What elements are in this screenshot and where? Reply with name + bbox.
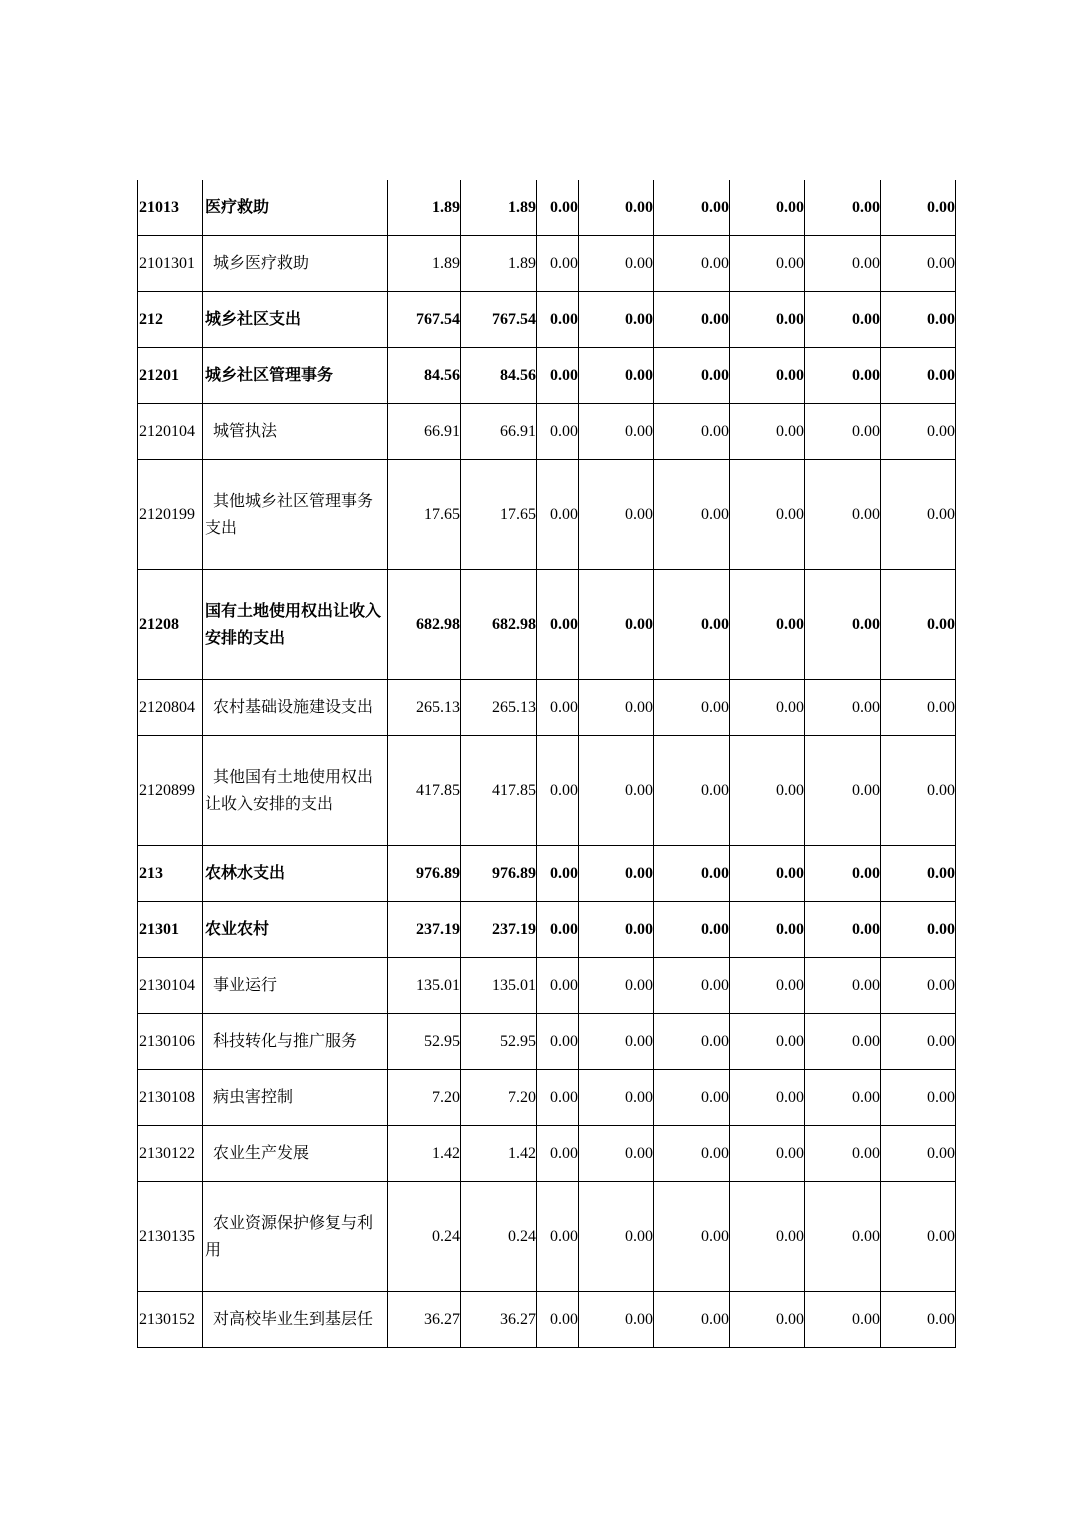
amount-cell: 0.00 bbox=[579, 958, 654, 1014]
table-row bbox=[138, 570, 956, 680]
amount-cell: 52.95 bbox=[388, 1014, 461, 1070]
amount-cell: 0.00 bbox=[730, 1292, 805, 1348]
amount-cell: 0.00 bbox=[654, 1126, 730, 1182]
table-body bbox=[138, 180, 956, 1348]
amount-cell: 682.98 bbox=[461, 570, 537, 680]
amount-cell: 0.00 bbox=[654, 958, 730, 1014]
amount-cell: 0.00 bbox=[730, 348, 805, 404]
table-row bbox=[138, 1182, 956, 1292]
amount-cell: 0.00 bbox=[805, 736, 881, 846]
amount-cell: 0.00 bbox=[730, 180, 805, 236]
amount-cell: 0.00 bbox=[730, 1182, 805, 1292]
subject-name-label: 对高校毕业生到基层任 bbox=[213, 1311, 374, 1328]
amount-cell: 237.19 bbox=[388, 902, 461, 958]
amount-cell: 0.00 bbox=[881, 958, 956, 1014]
amount-cell: 0.00 bbox=[537, 902, 579, 958]
amount-cell: 0.00 bbox=[805, 846, 881, 902]
subject-name-label: 国有土地使用权出让收入安排的支出 bbox=[205, 602, 382, 647]
amount-cell: 1.89 bbox=[461, 236, 537, 292]
amount-cell: 0.00 bbox=[805, 404, 881, 460]
amount-cell: 0.00 bbox=[537, 846, 579, 902]
amount-cell: 0.00 bbox=[881, 1070, 956, 1126]
subject-name-label: 农村基础设施建设支出 bbox=[213, 699, 374, 716]
subject-name-cell bbox=[203, 1014, 388, 1070]
amount-cell: 265.13 bbox=[388, 680, 461, 736]
subject-code-cell: 2130108 bbox=[138, 1070, 203, 1126]
subject-code-cell: 212 bbox=[138, 292, 203, 348]
amount-cell: 0.00 bbox=[805, 236, 881, 292]
amount-cell: 0.00 bbox=[881, 570, 956, 680]
amount-cell: 0.00 bbox=[537, 1014, 579, 1070]
subject-code-cell: 2130122 bbox=[138, 1126, 203, 1182]
amount-cell: 976.89 bbox=[388, 846, 461, 902]
table-row bbox=[138, 680, 956, 736]
amount-cell: 0.24 bbox=[388, 1182, 461, 1292]
table-row bbox=[138, 180, 956, 236]
subject-code-cell: 21201 bbox=[138, 348, 203, 404]
subject-name-label: 科技转化与推广服务 bbox=[213, 1033, 358, 1050]
amount-cell: 0.00 bbox=[730, 846, 805, 902]
amount-cell: 976.89 bbox=[461, 846, 537, 902]
amount-cell: 0.00 bbox=[654, 736, 730, 846]
amount-cell: 0.00 bbox=[654, 348, 730, 404]
amount-cell: 0.00 bbox=[654, 1070, 730, 1126]
amount-cell: 0.00 bbox=[579, 404, 654, 460]
amount-cell: 0.00 bbox=[730, 1126, 805, 1182]
subject-name-label: 城乡医疗救助 bbox=[213, 255, 310, 272]
amount-cell: 0.00 bbox=[654, 292, 730, 348]
subject-name-cell bbox=[203, 902, 388, 958]
amount-cell: 0.00 bbox=[537, 680, 579, 736]
amount-cell: 767.54 bbox=[388, 292, 461, 348]
amount-cell: 0.00 bbox=[881, 292, 956, 348]
subject-name-label: 事业运行 bbox=[213, 977, 278, 994]
amount-cell: 84.56 bbox=[388, 348, 461, 404]
amount-cell: 0.00 bbox=[654, 180, 730, 236]
amount-cell: 0.00 bbox=[537, 570, 579, 680]
amount-cell: 0.00 bbox=[537, 736, 579, 846]
subject-name-cell bbox=[203, 680, 388, 736]
amount-cell: 135.01 bbox=[388, 958, 461, 1014]
table-row bbox=[138, 236, 956, 292]
subject-name-cell bbox=[203, 1292, 388, 1348]
amount-cell: 0.00 bbox=[654, 1182, 730, 1292]
subject-code-cell: 2120899 bbox=[138, 736, 203, 846]
amount-cell: 0.00 bbox=[579, 180, 654, 236]
amount-cell: 0.00 bbox=[881, 1182, 956, 1292]
amount-cell: 0.00 bbox=[654, 1292, 730, 1348]
subject-code-cell: 2130152 bbox=[138, 1292, 203, 1348]
amount-cell: 0.00 bbox=[881, 1292, 956, 1348]
amount-cell: 0.00 bbox=[579, 1182, 654, 1292]
table-row bbox=[138, 902, 956, 958]
amount-cell: 0.00 bbox=[730, 460, 805, 570]
subject-code-cell: 21013 bbox=[138, 180, 203, 236]
amount-cell: 682.98 bbox=[388, 570, 461, 680]
subject-code-cell: 2130106 bbox=[138, 1014, 203, 1070]
amount-cell: 0.00 bbox=[881, 236, 956, 292]
subject-name-cell bbox=[203, 958, 388, 1014]
subject-name-label: 其他国有土地使用权出让收入安排的支出 bbox=[205, 768, 374, 813]
amount-cell: 265.13 bbox=[461, 680, 537, 736]
amount-cell: 1.89 bbox=[388, 236, 461, 292]
amount-cell: 0.00 bbox=[537, 1292, 579, 1348]
amount-cell: 0.00 bbox=[730, 736, 805, 846]
amount-cell: 0.00 bbox=[881, 460, 956, 570]
amount-cell: 0.00 bbox=[805, 570, 881, 680]
amount-cell: 0.00 bbox=[537, 958, 579, 1014]
table-row bbox=[138, 1292, 956, 1348]
amount-cell: 0.00 bbox=[537, 1126, 579, 1182]
amount-cell: 17.65 bbox=[461, 460, 537, 570]
amount-cell: 0.24 bbox=[461, 1182, 537, 1292]
amount-cell: 237.19 bbox=[461, 902, 537, 958]
amount-cell: 0.00 bbox=[537, 180, 579, 236]
amount-cell: 0.00 bbox=[805, 1292, 881, 1348]
amount-cell: 0.00 bbox=[579, 460, 654, 570]
amount-cell: 0.00 bbox=[805, 1126, 881, 1182]
amount-cell: 36.27 bbox=[388, 1292, 461, 1348]
amount-cell: 0.00 bbox=[730, 404, 805, 460]
amount-cell: 0.00 bbox=[579, 902, 654, 958]
amount-cell: 0.00 bbox=[654, 460, 730, 570]
amount-cell: 17.65 bbox=[388, 460, 461, 570]
amount-cell: 135.01 bbox=[461, 958, 537, 1014]
subject-name-label: 农业资源保护修复与利用 bbox=[205, 1214, 374, 1259]
amount-cell: 0.00 bbox=[537, 404, 579, 460]
amount-cell: 0.00 bbox=[579, 236, 654, 292]
subject-name-label: 城管执法 bbox=[213, 423, 278, 440]
subject-name-cell bbox=[203, 460, 388, 570]
amount-cell: 0.00 bbox=[579, 570, 654, 680]
amount-cell: 0.00 bbox=[881, 180, 956, 236]
amount-cell: 52.95 bbox=[461, 1014, 537, 1070]
amount-cell: 1.89 bbox=[388, 180, 461, 236]
subject-name-label: 病虫害控制 bbox=[213, 1089, 294, 1106]
amount-cell: 0.00 bbox=[881, 1014, 956, 1070]
amount-cell: 1.42 bbox=[388, 1126, 461, 1182]
subject-name-cell bbox=[203, 1126, 388, 1182]
subject-name-label: 医疗救助 bbox=[205, 199, 270, 216]
subject-code-cell: 2101301 bbox=[138, 236, 203, 292]
amount-cell: 0.00 bbox=[805, 902, 881, 958]
amount-cell: 0.00 bbox=[881, 404, 956, 460]
subject-code-cell: 21208 bbox=[138, 570, 203, 680]
amount-cell: 7.20 bbox=[461, 1070, 537, 1126]
subject-name-label: 其他城乡社区管理事务支出 bbox=[205, 492, 374, 537]
subject-name-cell bbox=[203, 846, 388, 902]
table-row bbox=[138, 292, 956, 348]
amount-cell: 0.00 bbox=[654, 570, 730, 680]
amount-cell: 0.00 bbox=[805, 292, 881, 348]
subject-name-cell bbox=[203, 348, 388, 404]
amount-cell: 0.00 bbox=[730, 292, 805, 348]
table-row bbox=[138, 846, 956, 902]
subject-code-cell: 2120199 bbox=[138, 460, 203, 570]
amount-cell: 0.00 bbox=[654, 404, 730, 460]
amount-cell: 0.00 bbox=[730, 958, 805, 1014]
subject-name-cell bbox=[203, 404, 388, 460]
amount-cell: 0.00 bbox=[805, 1014, 881, 1070]
amount-cell: 0.00 bbox=[881, 1126, 956, 1182]
amount-cell: 0.00 bbox=[730, 1070, 805, 1126]
amount-cell: 417.85 bbox=[388, 736, 461, 846]
amount-cell: 0.00 bbox=[579, 736, 654, 846]
subject-name-cell bbox=[203, 292, 388, 348]
amount-cell: 0.00 bbox=[730, 680, 805, 736]
table-row bbox=[138, 736, 956, 846]
amount-cell: 0.00 bbox=[579, 292, 654, 348]
amount-cell: 66.91 bbox=[461, 404, 537, 460]
amount-cell: 0.00 bbox=[537, 292, 579, 348]
amount-cell: 0.00 bbox=[654, 236, 730, 292]
amount-cell: 0.00 bbox=[579, 1014, 654, 1070]
amount-cell: 0.00 bbox=[537, 236, 579, 292]
amount-cell: 0.00 bbox=[730, 902, 805, 958]
amount-cell: 0.00 bbox=[805, 1070, 881, 1126]
subject-name-label: 农业生产发展 bbox=[213, 1145, 310, 1162]
amount-cell: 1.42 bbox=[461, 1126, 537, 1182]
amount-cell: 0.00 bbox=[805, 348, 881, 404]
amount-cell: 0.00 bbox=[654, 902, 730, 958]
amount-cell: 36.27 bbox=[461, 1292, 537, 1348]
amount-cell: 0.00 bbox=[537, 348, 579, 404]
amount-cell: 0.00 bbox=[579, 1292, 654, 1348]
subject-code-cell: 21301 bbox=[138, 902, 203, 958]
table-row bbox=[138, 1070, 956, 1126]
amount-cell: 0.00 bbox=[881, 902, 956, 958]
subject-code-cell: 2120104 bbox=[138, 404, 203, 460]
amount-cell: 0.00 bbox=[654, 1014, 730, 1070]
amount-cell: 0.00 bbox=[579, 680, 654, 736]
amount-cell: 0.00 bbox=[579, 1126, 654, 1182]
amount-cell: 0.00 bbox=[805, 680, 881, 736]
subject-code-cell: 213 bbox=[138, 846, 203, 902]
amount-cell: 417.85 bbox=[461, 736, 537, 846]
budget-table bbox=[137, 180, 956, 1348]
amount-cell: 7.20 bbox=[388, 1070, 461, 1126]
amount-cell: 0.00 bbox=[805, 460, 881, 570]
amount-cell: 66.91 bbox=[388, 404, 461, 460]
amount-cell: 0.00 bbox=[579, 1070, 654, 1126]
amount-cell: 0.00 bbox=[579, 348, 654, 404]
amount-cell: 0.00 bbox=[654, 680, 730, 736]
table-row bbox=[138, 1126, 956, 1182]
amount-cell: 0.00 bbox=[805, 1182, 881, 1292]
table-row bbox=[138, 1014, 956, 1070]
table-row bbox=[138, 348, 956, 404]
amount-cell: 0.00 bbox=[881, 736, 956, 846]
subject-name-cell bbox=[203, 1182, 388, 1292]
amount-cell: 0.00 bbox=[579, 846, 654, 902]
table-row bbox=[138, 958, 956, 1014]
amount-cell: 0.00 bbox=[654, 846, 730, 902]
amount-cell: 0.00 bbox=[881, 348, 956, 404]
amount-cell: 0.00 bbox=[537, 1182, 579, 1292]
amount-cell: 0.00 bbox=[730, 236, 805, 292]
subject-name-label: 农林水支出 bbox=[205, 865, 286, 882]
subject-name-label: 城乡社区支出 bbox=[205, 311, 302, 328]
subject-name-cell bbox=[203, 180, 388, 236]
amount-cell: 0.00 bbox=[805, 180, 881, 236]
amount-cell: 84.56 bbox=[461, 348, 537, 404]
subject-name-cell bbox=[203, 570, 388, 680]
subject-code-cell: 2120804 bbox=[138, 680, 203, 736]
table-row bbox=[138, 404, 956, 460]
subject-name-label: 城乡社区管理事务 bbox=[205, 367, 334, 384]
amount-cell: 0.00 bbox=[537, 460, 579, 570]
subject-name-cell bbox=[203, 736, 388, 846]
amount-cell: 0.00 bbox=[730, 570, 805, 680]
amount-cell: 0.00 bbox=[730, 1014, 805, 1070]
amount-cell: 0.00 bbox=[881, 846, 956, 902]
subject-code-cell: 2130135 bbox=[138, 1182, 203, 1292]
amount-cell: 0.00 bbox=[881, 680, 956, 736]
subject-name-cell bbox=[203, 1070, 388, 1126]
table-row bbox=[138, 460, 956, 570]
amount-cell: 1.89 bbox=[461, 180, 537, 236]
subject-code-cell: 2130104 bbox=[138, 958, 203, 1014]
subject-name-cell bbox=[203, 236, 388, 292]
amount-cell: 0.00 bbox=[805, 958, 881, 1014]
amount-cell: 767.54 bbox=[461, 292, 537, 348]
amount-cell: 0.00 bbox=[537, 1070, 579, 1126]
subject-name-label: 农业农村 bbox=[205, 921, 270, 938]
